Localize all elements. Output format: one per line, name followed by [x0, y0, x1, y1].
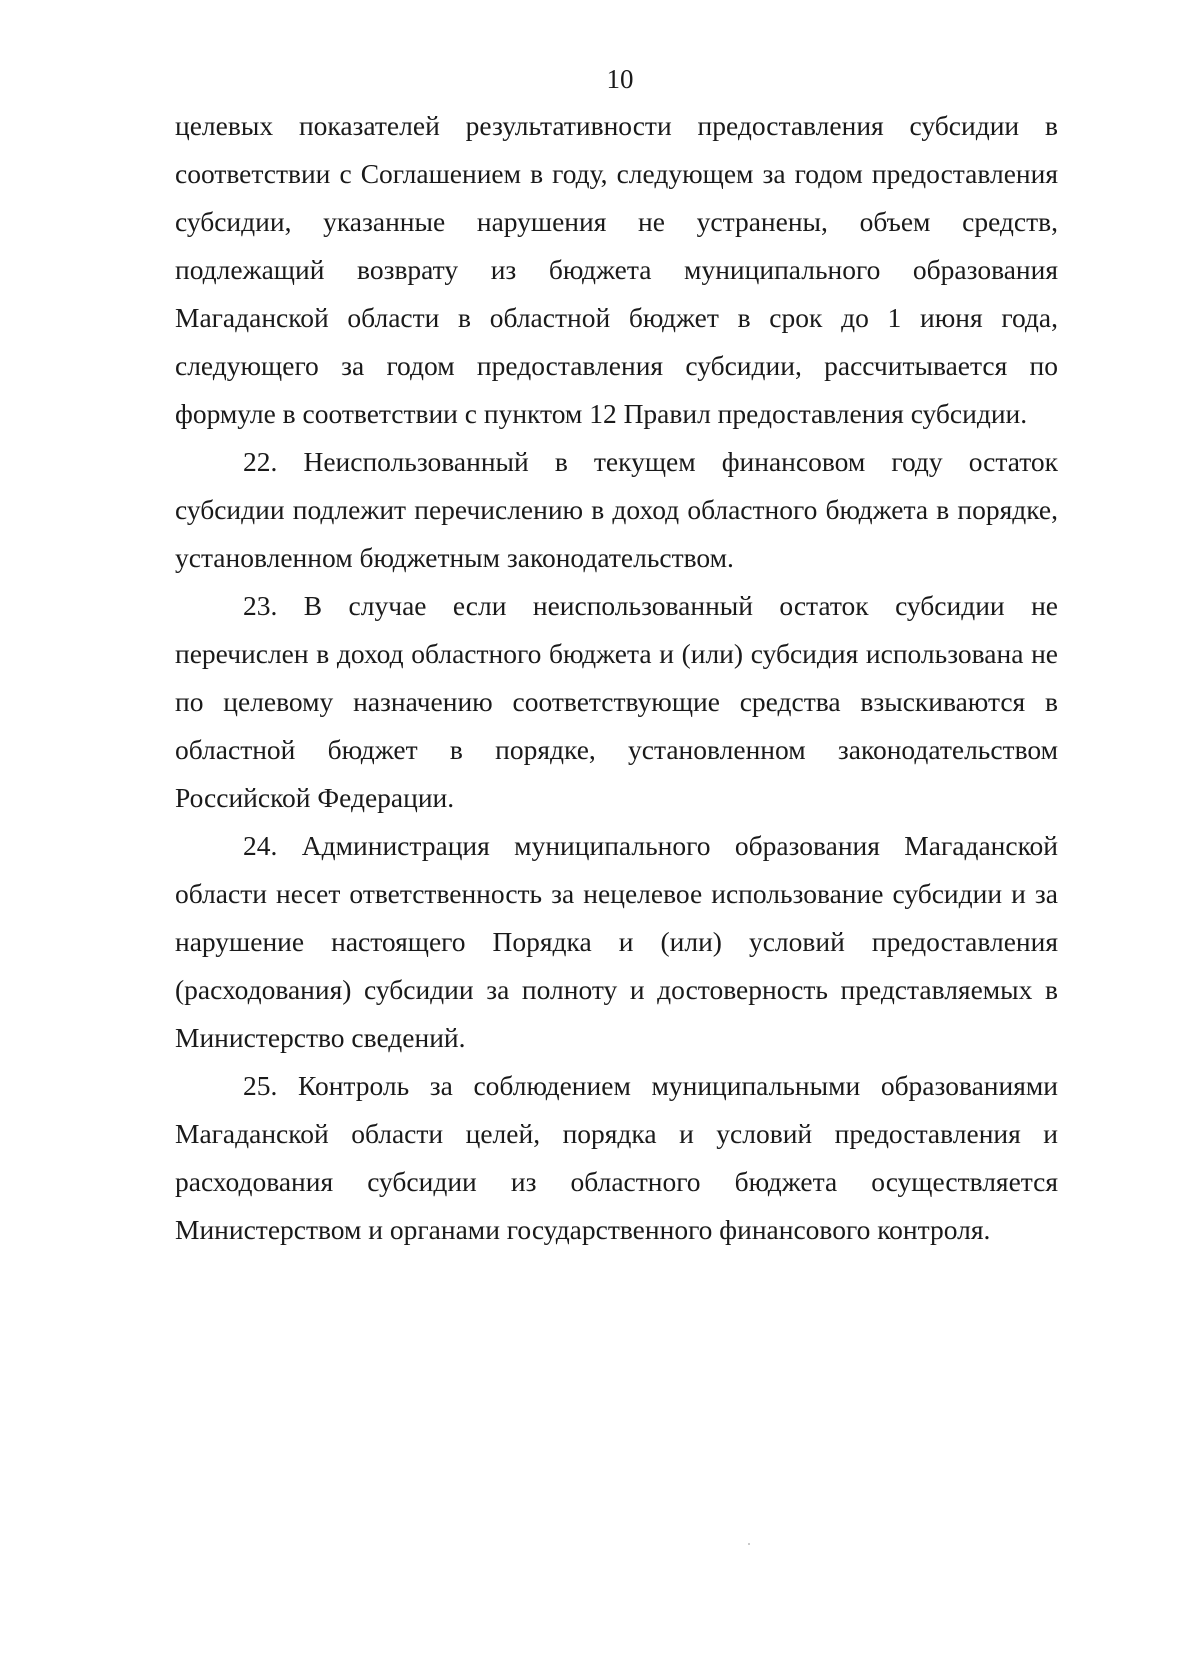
- scan-speck: [748, 1543, 750, 1545]
- page-number: 10: [606, 64, 634, 94]
- paragraph-23: 23. В случае если неиспользованный остаток субсидии не перечислен в доход областного бюджета и (или) субсидия использована не по целевому назначению соответствующие средства взыскиваются в областной бюджет в порядке, установленном законодательством Российской Федерации.: [175, 590, 1058, 813]
- paragraph-24: 24. Администрация муниципального образования Магаданской области несет ответственность за нецелевое использование субсидии и за нарушение настоящего Порядка и (или) условий предоставления (расходования) субсидии за полноту и достоверность представляемых в Министерство сведений.: [175, 830, 1058, 1053]
- paragraph-25: 25. Контроль за соблюдением муниципальными образованиями Магаданской области целей, порядка и условий предоставления и расходования субсидии из областного бюджета осуществляется Министерством и органами государственного финансового контроля.: [175, 1070, 1058, 1245]
- document-body: [175, 102, 1058, 1254]
- paragraph-continuation: целевых показателей результативности предоставления субсидии в соответствии с Соглашением в году, следующем за годом предоставления субсидии, указанные нарушения не устранены, объем средств, подлежащий возврату из бюджета муниципального образования Магаданской области в областной бюджет в срок до 1 июня года, следующего за годом предоставления субсидии, рассчитывается по формуле в соответствии с пунктом 12 Правил предоставления субсидии.: [175, 110, 1058, 429]
- paragraph-22: 22. Неиспользованный в текущем финансовом году остаток субсидии подлежит перечислению в доход областного бюджета в порядке, установленном бюджетным законодательством.: [175, 446, 1058, 573]
